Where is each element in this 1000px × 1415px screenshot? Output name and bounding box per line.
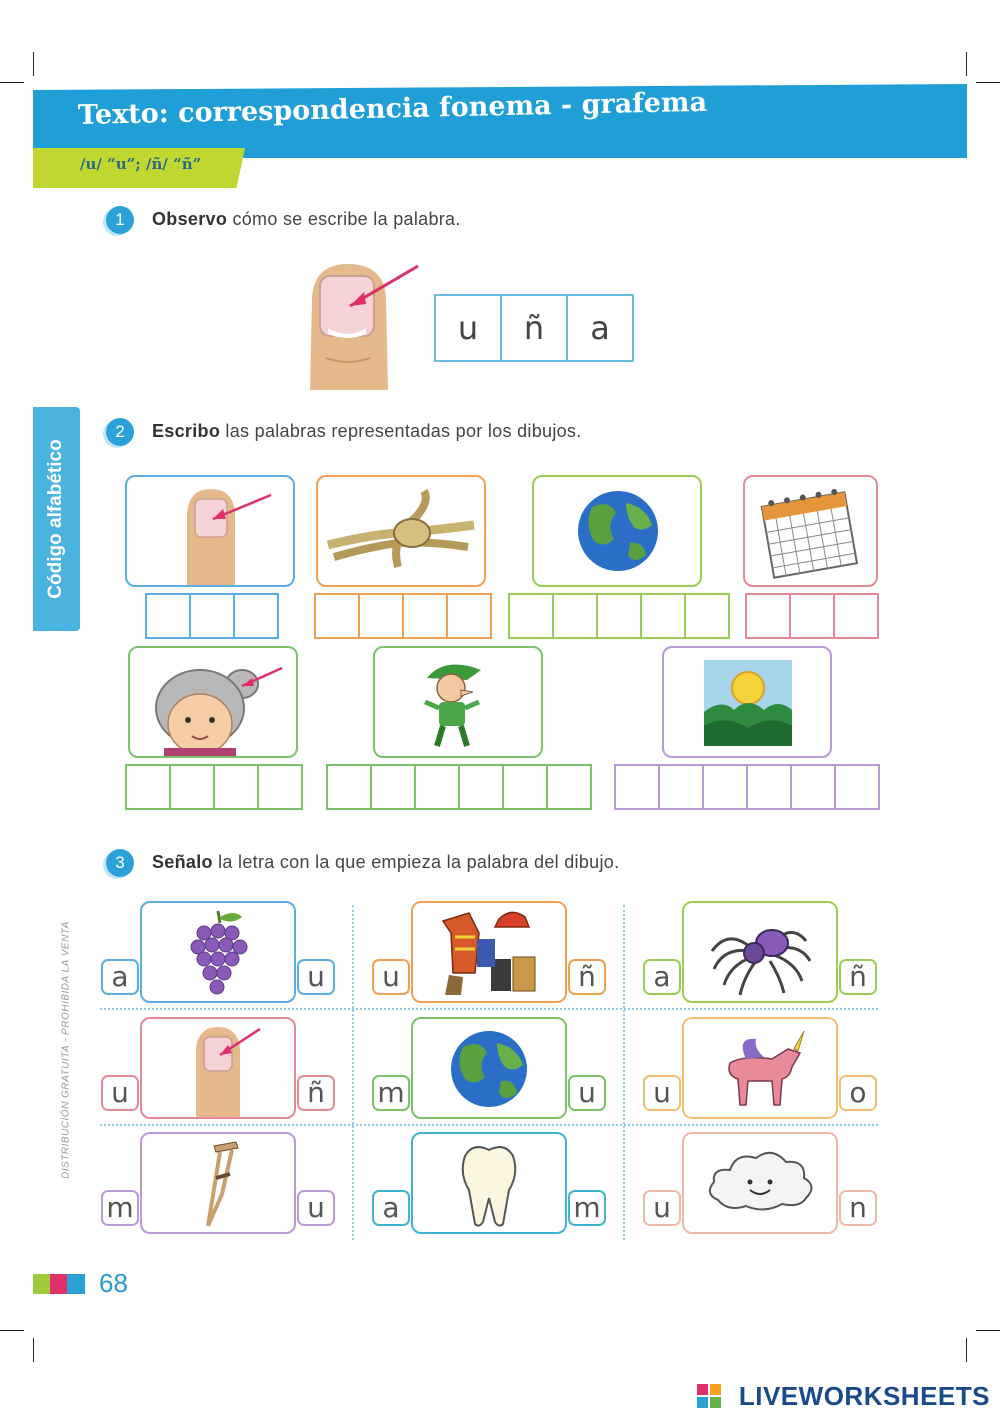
nail-illustration [300,258,425,390]
letter-option-n[interactable]: n [839,1190,877,1226]
letter-option-a[interactable]: a [372,1190,410,1226]
letter-option-o[interactable]: o [839,1075,877,1111]
answer-cell[interactable] [746,764,792,810]
answer-cell[interactable] [596,593,642,639]
picture-globe [532,475,702,587]
answer-cells [508,593,728,639]
color-swatch [67,1274,85,1294]
answer-cell[interactable] [314,593,360,639]
activity-1-text: cómo se escribe la palabra. [227,209,461,229]
picture-knot [316,475,486,587]
answer-cell[interactable] [614,764,660,810]
spider-icon [684,903,836,1001]
word-letter: a [590,309,610,347]
clothes-icon [413,903,565,1001]
picture-grapes [140,901,296,1003]
activity-2-instruction [152,421,582,442]
answer-cell[interactable] [125,764,171,810]
distribution-note: DISTRIBUCIÓN GRATUITA - PROHIBIDA LA VENTA [60,921,72,1179]
grapes-icon [142,903,294,1001]
picture-jungle-sun [662,646,832,758]
answer-cell[interactable] [789,593,835,639]
picture-clothes [411,901,567,1003]
crop-mark [33,52,34,76]
crop-mark [976,82,1000,83]
grid-divider [623,905,625,1240]
answer-cell[interactable] [145,593,191,639]
grid-divider [100,1008,878,1010]
knot-icon [318,477,484,585]
picture-globe [411,1017,567,1119]
answer-cell[interactable] [446,593,492,639]
answer-cell[interactable] [358,593,404,639]
liveworksheets-logo-icon [697,1384,721,1408]
word-una-box [434,294,634,362]
picture-crutch [140,1132,296,1234]
answer-cell[interactable] [502,764,548,810]
color-swatch [50,1274,67,1294]
answer-cell[interactable] [370,764,416,810]
answer-cell[interactable] [458,764,504,810]
letter-option-m[interactable]: m [372,1075,410,1111]
answer-cell[interactable] [684,593,730,639]
answer-cell[interactable] [790,764,836,810]
letter-option-u[interactable]: u [568,1075,606,1111]
page-subtitle: /u/ “u”; /ñ/ “ñ” [80,155,202,173]
activity-3-number: 3 [106,849,134,877]
crop-mark [0,1330,24,1331]
picture-elf [373,646,543,758]
globe-icon [413,1019,565,1117]
answer-cell[interactable] [833,593,879,639]
activity-2-bold: Escribo [152,421,221,441]
answer-cell[interactable] [508,593,554,639]
activity-3-text: la letra con la que empieza la palabra del dibujo. [212,852,620,872]
elf-icon [375,648,541,756]
picture-unicorn [682,1017,838,1119]
activity-1-bold: Observo [152,209,228,229]
answer-cell[interactable] [414,764,460,810]
letter-option-ene[interactable]: ñ [839,959,877,995]
unicorn-icon [684,1019,836,1117]
answer-cells [745,593,877,639]
answer-cell[interactable] [169,764,215,810]
letter-option-u[interactable]: u [101,1075,139,1111]
answer-cells [614,764,878,810]
crop-mark [33,1338,34,1362]
letter-option-a[interactable]: a [101,959,139,995]
answer-cell[interactable] [189,593,235,639]
grandmother-icon [130,648,296,756]
letter-option-u[interactable]: u [643,1190,681,1226]
page-title: Texto: correspondencia fonema - grafema [77,86,708,131]
side-tab-label: Código alfabético [45,439,66,599]
answer-cell[interactable] [658,764,704,810]
picture-nail [140,1017,296,1119]
answer-cell[interactable] [326,764,372,810]
crop-mark [966,1338,967,1362]
answer-cell[interactable] [702,764,748,810]
activity-3-bold: Señalo [152,852,213,872]
crop-mark [976,1330,1000,1331]
answer-cell[interactable] [834,764,880,810]
letter-option-u[interactable]: u [297,959,335,995]
answer-cell[interactable] [233,593,279,639]
globe-icon [534,477,700,585]
activity-3-instruction [152,852,619,873]
answer-cell[interactable] [552,593,598,639]
activity-2-number: 2 [106,418,134,446]
nail-icon [142,1019,294,1117]
letter-option-m[interactable]: m [568,1190,606,1226]
grid-divider [352,905,354,1240]
picture-tooth [411,1132,567,1234]
activity-2-text: las palabras representadas por los dibujos. [220,421,582,441]
liveworksheets-brand[interactable]: LIVEWORKSHEETS [738,1381,990,1411]
color-swatch [33,1274,50,1294]
letter-option-ene[interactable]: ñ [568,959,606,995]
letter-option-a[interactable]: a [643,959,681,995]
color-strip [33,1274,85,1294]
answer-cells [314,593,490,639]
picture-spider [682,901,838,1003]
answer-cell[interactable] [213,764,259,810]
picture-nail [125,475,295,587]
answer-cells [125,764,301,810]
crop-mark [966,52,967,76]
word-letter: u [436,296,502,360]
grid-divider [100,1124,878,1126]
page-number: 68 [99,1268,128,1298]
picture-grandmother-bun [128,646,298,758]
answer-cell[interactable] [640,593,686,639]
letter-option-u[interactable]: u [372,959,410,995]
letter-option-u[interactable]: u [643,1075,681,1111]
activity-1-instruction [152,209,461,230]
tooth-icon [413,1134,565,1232]
answer-cell[interactable] [546,764,592,810]
activity-1-number: 1 [106,206,134,234]
answer-cell[interactable] [402,593,448,639]
answer-cell[interactable] [745,593,791,639]
crop-mark [0,82,24,83]
nail-icon [127,477,293,585]
answer-cell[interactable] [257,764,303,810]
answer-cells [326,764,590,810]
cloud-icon [684,1134,836,1232]
crutch-icon [142,1134,294,1232]
picture-cloud [682,1132,838,1234]
letter-option-m[interactable]: m [101,1190,139,1226]
answer-cells [145,593,277,639]
jungle-icon [664,648,830,756]
calendar-icon [745,477,876,585]
picture-calendar [743,475,878,587]
word-letter: ñ [502,296,568,360]
letter-option-u[interactable]: u [297,1190,335,1226]
nail-icon [300,258,425,390]
letter-option-ene[interactable]: ñ [297,1075,335,1111]
